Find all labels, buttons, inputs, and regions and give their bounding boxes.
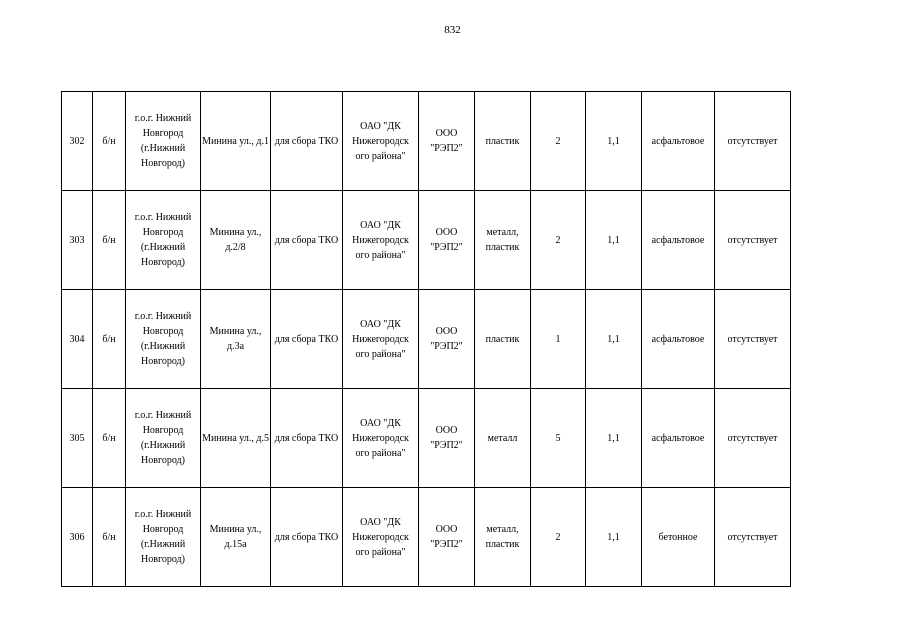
address-cell: Минина ул., д.5 xyxy=(201,389,271,488)
volume-cell: 1,1 xyxy=(586,191,642,290)
document-ref: б/н xyxy=(93,488,126,587)
table-row xyxy=(62,389,791,488)
table-row xyxy=(62,488,791,587)
surface-cell: асфальтовое xyxy=(642,290,715,389)
address-cell: Минина ул., д.15а xyxy=(201,488,271,587)
surface-cell: асфальтовое xyxy=(642,92,715,191)
container-count-cell: 5 xyxy=(531,389,586,488)
operator-cell: ООО "РЭП2" xyxy=(419,92,475,191)
row-number: 304 xyxy=(62,290,93,389)
row-number: 306 xyxy=(62,488,93,587)
container-count-cell: 1 xyxy=(531,290,586,389)
container-count-cell: 2 xyxy=(531,191,586,290)
registry-table xyxy=(61,91,791,587)
material-cell: металл, пластик xyxy=(475,191,531,290)
material-cell: металл, пластик xyxy=(475,488,531,587)
address-cell: Минина ул., д.2/8 xyxy=(201,191,271,290)
purpose-cell: для сбора ТКО xyxy=(271,191,343,290)
volume-cell: 1,1 xyxy=(586,92,642,191)
operator-cell: ООО "РЭП2" xyxy=(419,191,475,290)
row-number: 302 xyxy=(62,92,93,191)
locality-cell: г.о.г. Нижний Новгород (г.Нижний Новгород) xyxy=(126,290,201,389)
purpose-cell: для сбора ТКО xyxy=(271,389,343,488)
owner-cell: ОАО "ДК Нижегородск ого района" xyxy=(343,191,419,290)
row-number: 303 xyxy=(62,191,93,290)
fence-cell: отсутствует xyxy=(715,191,791,290)
surface-cell: бетонное xyxy=(642,488,715,587)
material-cell: металл xyxy=(475,389,531,488)
document-ref: б/н xyxy=(93,290,126,389)
container-count-cell: 2 xyxy=(531,92,586,191)
purpose-cell: для сбора ТКО xyxy=(271,92,343,191)
surface-cell: асфальтовое xyxy=(642,389,715,488)
fence-cell: отсутствует xyxy=(715,92,791,191)
operator-cell: ООО "РЭП2" xyxy=(419,389,475,488)
operator-cell: ООО "РЭП2" xyxy=(419,488,475,587)
row-number: 305 xyxy=(62,389,93,488)
container-count-cell: 2 xyxy=(531,488,586,587)
locality-cell: г.о.г. Нижний Новгород (г.Нижний Новгород) xyxy=(126,191,201,290)
owner-cell: ОАО "ДК Нижегородск ого района" xyxy=(343,290,419,389)
material-cell: пластик xyxy=(475,290,531,389)
table-row xyxy=(62,290,791,389)
owner-cell: ОАО "ДК Нижегородск ого района" xyxy=(343,389,419,488)
fence-cell: отсутствует xyxy=(715,290,791,389)
locality-cell: г.о.г. Нижний Новгород (г.Нижний Новгород) xyxy=(126,389,201,488)
locality-cell: г.о.г. Нижний Новгород (г.Нижний Новгород) xyxy=(126,92,201,191)
document-ref: б/н xyxy=(93,92,126,191)
address-cell: Минина ул., д.3а xyxy=(201,290,271,389)
volume-cell: 1,1 xyxy=(586,488,642,587)
document-ref: б/н xyxy=(93,191,126,290)
surface-cell: асфальтовое xyxy=(642,191,715,290)
locality-cell: г.о.г. Нижний Новгород (г.Нижний Новгород) xyxy=(126,488,201,587)
address-cell: Минина ул., д.1 xyxy=(201,92,271,191)
owner-cell: ОАО "ДК Нижегородск ого района" xyxy=(343,92,419,191)
owner-cell: ОАО "ДК Нижегородск ого района" xyxy=(343,488,419,587)
purpose-cell: для сбора ТКО xyxy=(271,290,343,389)
purpose-cell: для сбора ТКО xyxy=(271,488,343,587)
material-cell: пластик xyxy=(475,92,531,191)
fence-cell: отсутствует xyxy=(715,389,791,488)
volume-cell: 1,1 xyxy=(586,389,642,488)
operator-cell: ООО "РЭП2" xyxy=(419,290,475,389)
table-row xyxy=(62,92,791,191)
table-row xyxy=(62,191,791,290)
page-number: 832 xyxy=(444,24,461,36)
document-ref: б/н xyxy=(93,389,126,488)
fence-cell: отсутствует xyxy=(715,488,791,587)
volume-cell: 1,1 xyxy=(586,290,642,389)
